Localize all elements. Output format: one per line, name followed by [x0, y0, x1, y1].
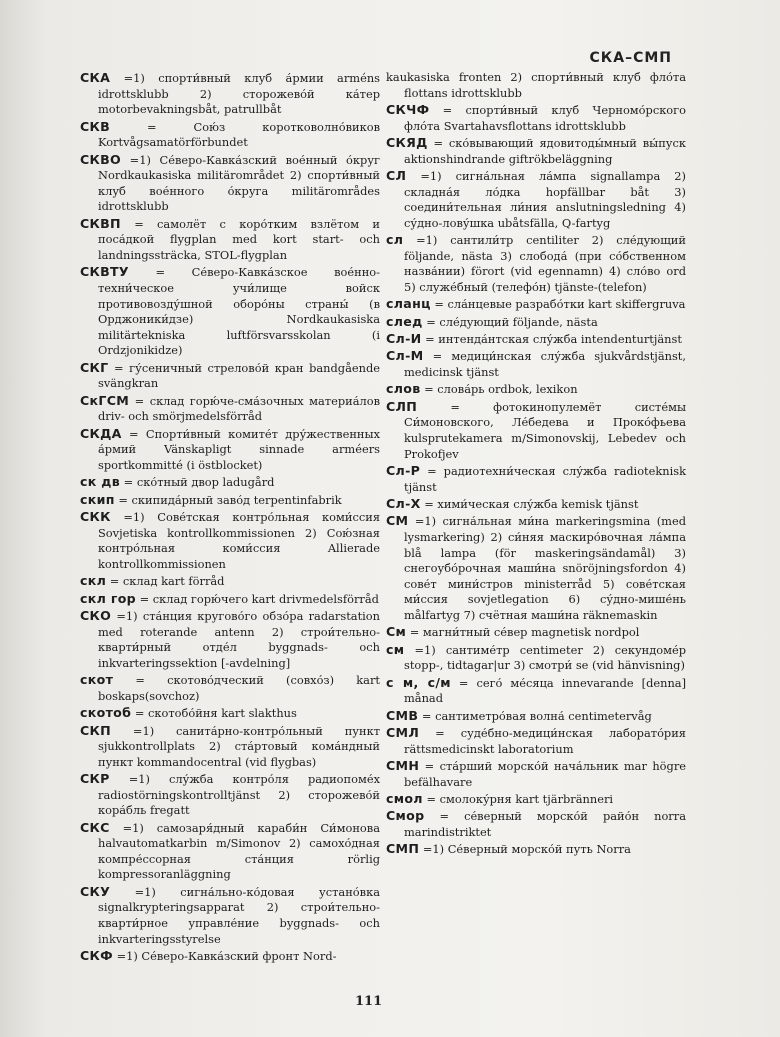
entry-headword: Смор: [386, 808, 425, 824]
dictionary-entry: [80, 426, 380, 474]
dictionary-entry: [80, 474, 380, 491]
entry-headword: с м, с/м: [386, 674, 451, 690]
dictionary-entry: [80, 152, 380, 215]
dictionary-entry: [80, 771, 380, 819]
entry-headword: см: [386, 641, 405, 657]
entry-definition: =1) спорти́вный клуб а́рмии arméns idrottsklubb 2) сторожево́й ка́тер motorbevakningsbåt, patrullbåt: [98, 71, 380, 117]
entry-definition: = Сою́з коротковолно́виков Kortvågsamatörförbundet: [98, 119, 380, 150]
entry-definition: =1) ста́нция кругово́го обзо́ра radarstation med roterande antenn 2) строи́тельно-кварти́рный отде́л byggnads- och inkvarteringssektion [-avdelning]: [98, 608, 380, 670]
entry-headword: слов: [386, 381, 421, 397]
entry-headword: СЛ: [386, 167, 407, 183]
entry-headword: СКВ: [80, 118, 111, 134]
entry-headword: сланц: [386, 296, 431, 312]
entry-headword: СКФ: [80, 948, 113, 963]
dictionary-entry: [80, 608, 380, 671]
dictionary-entry: [80, 820, 380, 883]
dictionary-entry: [386, 624, 686, 641]
dictionary-entry: [80, 70, 380, 118]
entry-definition: = радиотехни́ческая слу́жба radioteknisk tjänst: [404, 464, 686, 494]
entry-definition: =1) слу́жба контро́ля радиопоме́х radiostörningskontrolltjänst 2) сторожево́й кора́бль fregatt: [98, 772, 380, 818]
dictionary-entry: [80, 119, 380, 151]
entry-headword: след: [386, 313, 423, 329]
entry-definition: = сантиметро́вая волна́ centimetervåg: [421, 708, 652, 723]
entry-headword: скотоб: [80, 705, 132, 721]
entry-definition: = скотобо́йня kart slakthus: [134, 706, 297, 721]
dictionary-entry: [386, 232, 686, 295]
entry-headword: скип: [80, 491, 115, 507]
entry-definition: = смолоку́рня kart tjärbränneri: [426, 792, 614, 807]
entry-definition: =1) сигна́льная ла́мпа signallampa 2) складна́я ло́дка hopfällbar båt 3) соедини́тельная ли́ния anslutningsledning 4) су́дно-лову́шка ubåtsfälla, Q-fartyg: [404, 168, 686, 230]
dictionary-entry: [386, 758, 686, 790]
entry-definition: = ско́тный двор ladugård: [123, 475, 275, 490]
entry-definition: = Спорти́вный комите́т дру́жественных а́рмий Vänskapligt sinnade arméers sportkommitté (i östblocket): [98, 426, 380, 472]
dictionary-entry: [386, 135, 686, 167]
dictionary-entry: [80, 264, 380, 359]
entry-definition: =1) санита́рно-контро́льный пункт sjukkontrollplats 2) ста́ртовый кома́ндный пункт kommandocentral (vid flygbas): [98, 723, 381, 769]
entry-headword: скл: [80, 573, 107, 589]
dictionary-entry: [386, 496, 686, 513]
entry-headword: СМН: [386, 758, 420, 774]
entry-definition: = магни́тный се́вер magnetisk nordpol: [409, 625, 640, 640]
dictionary-entry: [386, 791, 686, 808]
entry-headword: СКК: [80, 509, 111, 524]
entry-definition: = сла́нцевые разрабо́тки kart skiffergruva: [434, 297, 686, 312]
entry-headword: СКВО: [80, 151, 122, 167]
dictionary-entry: [80, 705, 380, 722]
dictionary-entry: [386, 463, 686, 495]
entry-headword: СКДА: [80, 425, 122, 441]
entry-definition: = фотокинопулемёт систе́мы Си́моновского, Ле́бедева и Проко́фьева kulsprutekamera m/Simonovskij, Lebedev och Prokofjev: [404, 399, 687, 461]
entry-definition: = се́верный морско́й райо́н norra marindistriktet: [404, 809, 686, 840]
entry-headword: Сл-И: [386, 331, 422, 347]
entry-definition: =1) самозаря́дный караби́н Си́монова halvautomatkarbin m/Simonov 2) самохо́дная компре́ссорная ста́нция rörlig kompressoranläggning: [98, 820, 380, 882]
entry-definition: = склад горю́чего kart drivmedelsförråd: [139, 591, 379, 606]
entry-definition: = Се́веро-Кавка́зское вое́нно-техни́ческое учи́лище войск противовозду́шной оборо́ны страны́ (в Орджоники́дзе) Nordkaukasiska militärtekniska luftförsvarsskolan (i Ordzjonikidze): [98, 265, 380, 358]
entry-headword: Сл-Х: [386, 496, 421, 511]
page-number: 111: [355, 994, 383, 1009]
entry-definition: =1) Сове́тская контро́льная коми́ссия Sovjetiska kontrollkommissionen 2) Сою́зная контро́льная коми́ссия Allierade kontrollkommissionen: [98, 510, 381, 571]
entry-definition: = самолёт с коро́тким взлётом и поса́дкой flygplan med kort start- och landningssträcka, STOL-flygplan: [98, 216, 381, 262]
entry-definition: = хими́ческая слу́жба kemisk tjänst: [424, 497, 639, 511]
entry-definition: = ско́вывающий ядовитоды́мный вы́пуск aktionshindrande giftrökbeläggning: [404, 135, 686, 166]
entry-definition: = слова́рь ordbok, lexikon: [424, 382, 578, 397]
entry-headword: сл: [386, 232, 404, 248]
dictionary-entry: [386, 331, 686, 348]
dictionary-entry: [80, 672, 380, 704]
entry-headword: См: [386, 624, 407, 640]
entry-definition: = скипида́рный заво́д terpentinfabrik: [118, 492, 342, 507]
dictionary-entry: [386, 102, 686, 134]
entry-headword: СЛП: [386, 398, 418, 414]
entry-definition: = ста́рший морско́й нача́льник mar högre befälhavare: [404, 759, 687, 789]
entry-definition: = склад kart förråd: [109, 574, 225, 589]
entry-headword: СКС: [80, 819, 110, 835]
dictionary-entry: [386, 708, 686, 725]
entry-definition: = медици́нская слу́жба sjukvårdstjänst, medicinsk tjänst: [404, 349, 686, 380]
entry-headword: Сл-Р: [386, 463, 421, 479]
entry-definition: = склад горю́че-сма́зочных материа́лов driv- och smörjmedelsförråd: [98, 393, 381, 424]
entry-definition: =1) сигна́льная ми́на markeringsmina (med lysmarkering) 2) си́няя маскиро́вочная ла́мпа blå lampa (för maskeringsändamål) 3) снегоубо́рочная маши́на snöröjningsfordon 4) сове́т мини́стров ministerråd 5) сове́тская ми́ссия sovjetlegation 6) су́дно-мише́нь målfartyg 7) счётная маши́на räknemaskin: [404, 514, 686, 622]
dictionary-entry: [80, 509, 380, 572]
running-head: СКА–СМП: [589, 50, 672, 66]
entry-headword: скл гор: [80, 590, 136, 606]
entry-definition: =1) сигна́льно-ко́довая устано́вка signalkrypteringsapparat 2) строи́тельно-кварти́рное управле́ние byggnads- och inkvarteringsstyrelse: [98, 884, 380, 946]
dictionary-entry: [80, 884, 380, 947]
entry-definition: = суде́бно-медици́нская лаборато́рия rättsmedicinskt laboratorium: [404, 726, 686, 756]
entry-headword: СМП: [386, 841, 420, 857]
dictionary-entry: [386, 675, 686, 707]
dictionary-entry: [386, 513, 686, 623]
entry-definition: kaukasiska fronten 2) спорти́вный клуб фло́та flottans idrottsklubb: [386, 70, 686, 100]
entry-definition: = сле́дующий följande, nästa: [426, 314, 598, 329]
entry-definition: = скотово́дческий (совхо́з) kart boskaps(sovchoz): [98, 673, 380, 703]
dictionary-entry: [80, 360, 380, 392]
dictionary-entry: [386, 399, 686, 462]
dictionary-entry: [386, 642, 686, 674]
dictionary-entry: [80, 591, 380, 608]
entry-headword: СКВП: [80, 215, 121, 231]
entry-definition: =1) Се́веро-Кавка́зский фронт Nord-: [116, 949, 337, 963]
entry-headword: СКП: [80, 722, 111, 738]
entry-definition: = спорти́вный клуб Черномо́рского фло́та Svartahavsflottans idrottsklubb: [404, 102, 686, 133]
dictionary-entry: [80, 948, 380, 965]
dictionary-entry: [386, 168, 686, 231]
dictionary-entry: [80, 723, 380, 771]
entry-headword: СКО: [80, 607, 112, 623]
entry-headword: СкГСМ: [80, 392, 130, 408]
entry-headword: СКГ: [80, 359, 109, 375]
entry-headword: СКА: [80, 70, 111, 85]
entry-definition: =1) сантиме́тр centimeter 2) секундоме́р stopp-, tidtagar|ur 3) смотри́ se (vid hänvisning): [404, 642, 686, 673]
entry-headword: Сл-М: [386, 348, 424, 364]
right-column: [386, 70, 686, 859]
entry-definition: =1) сантили́тр centiliter 2) сле́дующий följande, nästa 3) слобода́ (при со́бственном назва́нии) förort (vid egennamn) 4) сло́во ord 5) служе́бный (телефо́н) tjänste-(telefon): [404, 233, 686, 294]
dictionary-entry: [80, 573, 380, 590]
entry-headword: ск дв: [80, 474, 121, 490]
dictionary-entry: [386, 381, 686, 398]
entry-headword: смол: [386, 791, 423, 807]
entry-headword: СКР: [80, 771, 110, 787]
dictionary-entry: [80, 393, 380, 425]
entry-headword: СМ: [386, 513, 409, 529]
dictionary-entry: [386, 314, 686, 331]
entry-headword: СКУ: [80, 883, 111, 899]
dictionary-entry: [386, 348, 686, 380]
dictionary-entry: [386, 725, 686, 757]
entry-headword: скот: [80, 672, 114, 688]
entry-definition: = интенда́нтская слу́жба intendenturtjänst: [425, 332, 682, 347]
dictionary-entry: [386, 808, 686, 840]
entry-definition: =1) Се́веро-Кавка́зский вое́нный о́круг Nordkaukasiska militärområdet 2) спорти́вный клуб вое́нного о́круга militärområdes idrottsklubb: [98, 152, 380, 214]
dictionary-entry: [386, 296, 686, 313]
entry-headword: СКЯД: [386, 134, 428, 150]
entry-headword: СМВ: [386, 707, 419, 723]
entry-definition: =1) Се́верный морско́й путь Norra: [422, 842, 631, 857]
entry-headword: СКЧФ: [386, 101, 430, 117]
dictionary-entry: [386, 841, 686, 858]
dictionary-entry: [80, 492, 380, 509]
dictionary-entry: [80, 216, 380, 264]
left-column: [80, 70, 380, 965]
entry-definition: = сего́ ме́сяца innevarande [denna] månad: [404, 675, 687, 706]
entry-definition: = гу́сеничный стрелово́й кран bandgående svängkran: [98, 360, 380, 391]
dictionary-entry: [386, 70, 686, 101]
entry-headword: СКВТУ: [80, 264, 129, 280]
entry-headword: СМЛ: [386, 725, 420, 741]
